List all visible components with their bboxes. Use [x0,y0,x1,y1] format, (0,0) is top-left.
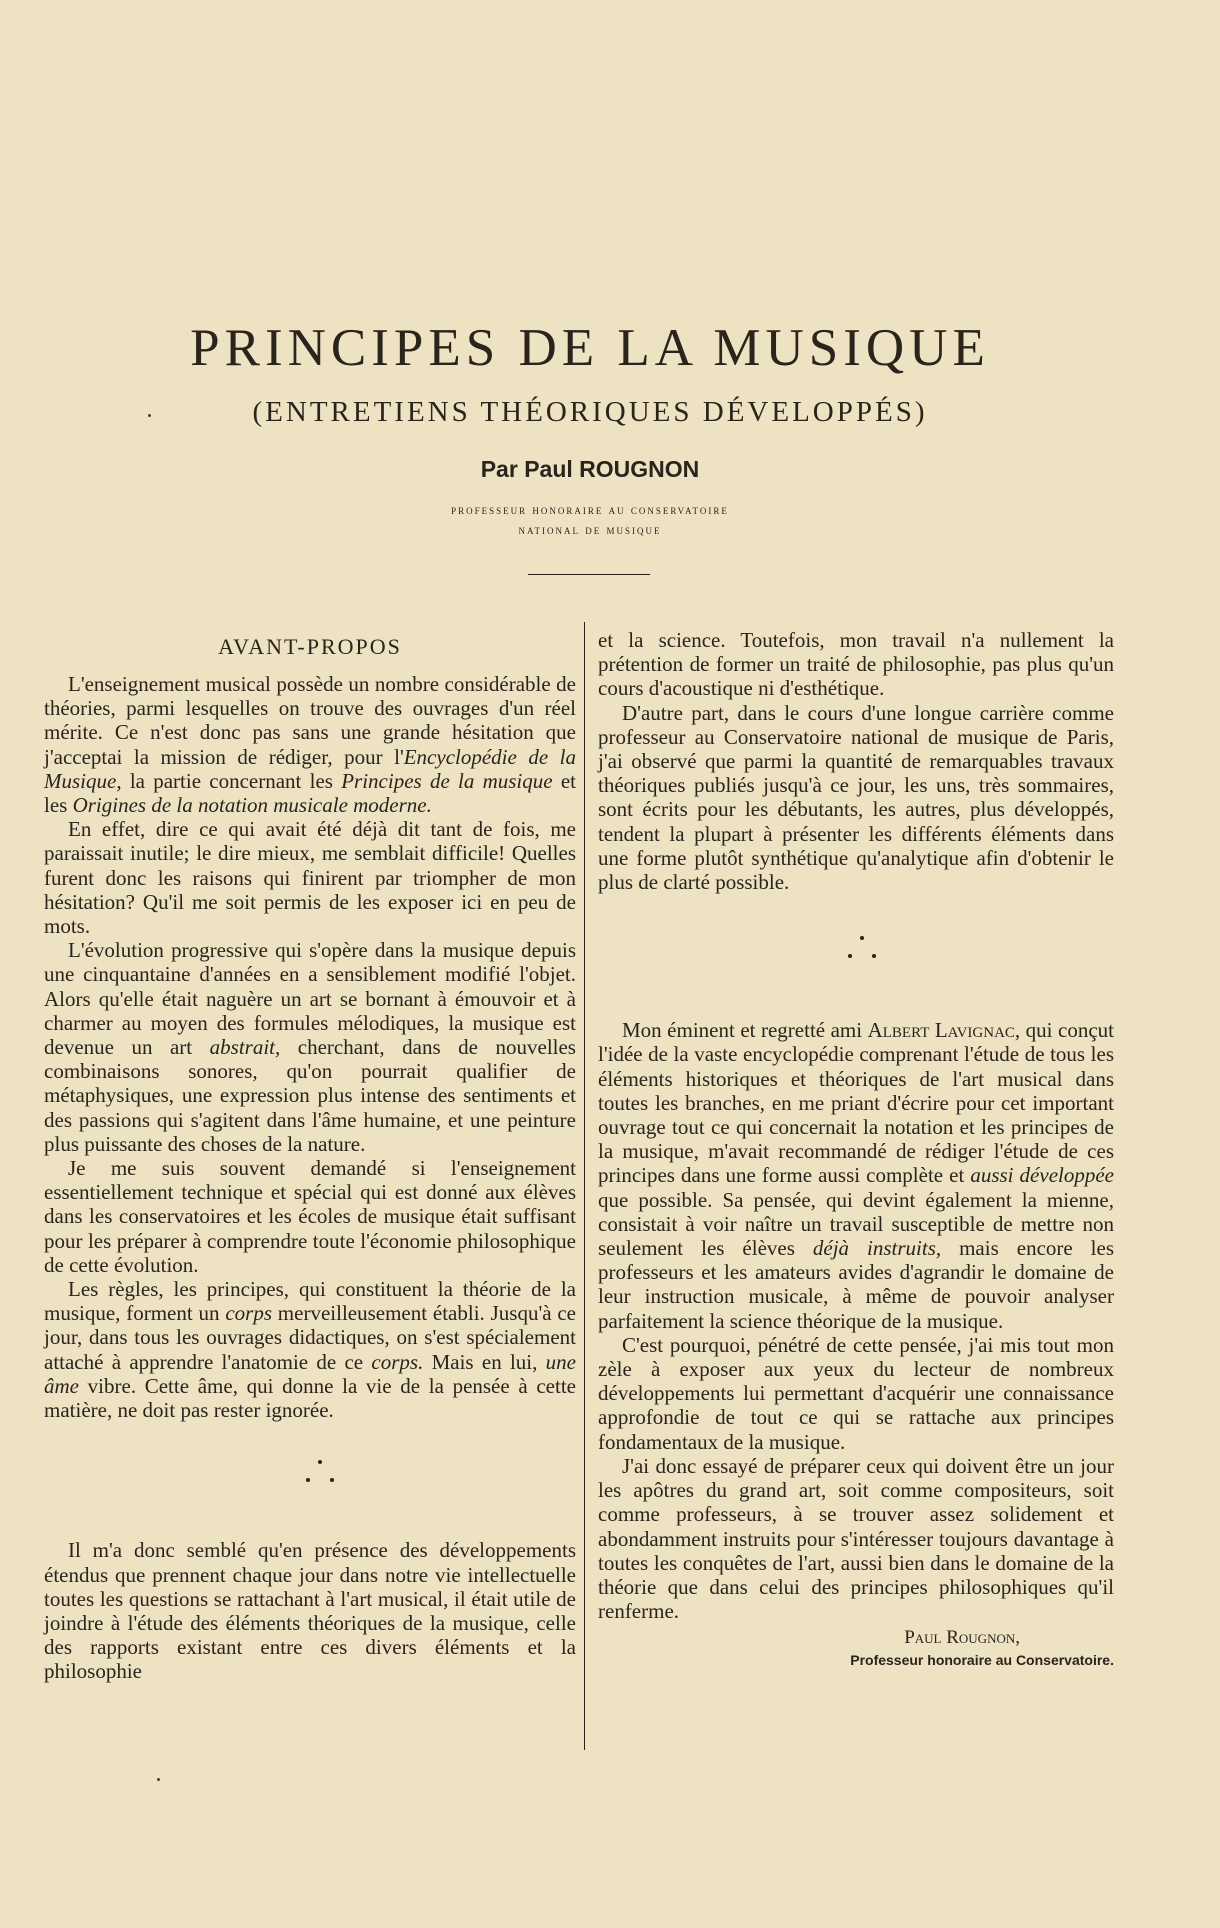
paragraph: Il m'a donc semblé qu'en présence des développements étendus que prennent chaque jour dans notre vie intellectuelle toutes les questions se rattachant à l'art musical, il était utile de joindre à l'étude des éléments théoriques de la musique, celle des rapports existant entre ces divers éléments et la philosophie [44,1538,576,1684]
affiliation-line: national de musique [518,522,662,537]
ornament-dot [318,1460,322,1464]
ink-speck [148,414,151,417]
right-column [598,628,1114,1671]
asterism-ornament [44,1452,576,1498]
ornament-dot [848,954,852,958]
ornament-dot [860,936,864,940]
paragraph: J'ai donc essayé de préparer ceux qui doivent être un jour les apôtres du grand art, soit comme compositeurs, soit comme professeurs, à se trouver assez solidement et abondamment instruits pour s'intéresser toujours davantage à toutes les conquêtes de l'art, aussi bien dans le domaine de la théorie que dans celui des principes philosophiques qu'il renferme. [598,1453,1114,1624]
paragraph: En effet, dire ce qui avait été déjà dit tant de fois, me paraissait inutile; le dire mieux, me semblait difficile! Quelles furent donc les raisons qui finirent par triompher de mon hésitation? Qu'il me soit permis de les exposer ici en peu de mots. [44,817,576,939]
ornament-dot [872,954,876,958]
paragraph: L'enseignement musical possède un nombre considérable de théories, parmi lesquelles on trouve des ouvrages d'un réel mérite. Ce n'est donc pas sans une grande hésitation que j'acceptai la mission de rédiger, pour l'Encyclopédie de la Musique, la partie concernant les Principes de la musique et les Origines de la notation musicale moderne. [44,672,576,818]
title-divider [528,574,650,575]
signature-block [598,1627,1114,1671]
person-name: Albert Lavignac, [867,1018,1021,1043]
paragraph: et la science. Toutefois, mon travail n'a nullement la prétention de former un traité de philosophie, pas plus qu'un cours d'acoustique ni d'esthétique. [598,628,1114,701]
paragraph: Les règles, les principes, qui constituent la théorie de la musique, forment un corps merveilleusement établi. Jusqu'à ce jour, dans tous les ouvrages didactiques, on s'est spécialement attaché à apprendre l'anatomie de ce corps. Mais en lui, une âme vibre. Cette âme, qui donne la vie de la pensée à cette matière, ne doit pas rester ignorée. [44,1277,577,1423]
signature-role: Professeur honoraire au Conservatoire. [850,1652,1114,1669]
left-column [44,630,576,1684]
asterism-ornament [598,928,1114,974]
author-byline: Par Paul ROUGNON [480,456,700,482]
ink-speck [157,1778,160,1781]
column-divider [584,622,585,1750]
paragraph: D'autre part, dans le cours d'une longue carrière comme professeur au Conservatoire national de musique de Paris, j'ai observé que parmi la quantité de remarquables travaux théoriques publiés jusqu'à ce jour, les uns, très sommaires, sont écrits pour les débutants, les autres, plus développés, tendent la plupart à présenter les différents éléments dans une forme plutôt synthétique qu'analytique afin d'obtenir le plus de clarté possible. [598,700,1114,895]
section-title: AVANT-PROPOS [218,634,402,659]
paragraph: Mon éminent et regretté ami Albert Lavignac, qui conçut l'idée de la vaste encyclopédie comprenant l'étude de tous les éléments historiques et théoriques de l'art musical dans toutes les branches, en me priant d'écrire pour cet important ouvrage tout ce qui concernait la notation et les principes de la musique, m'avait recommandé de rédiger l'étude de ces principes dans une forme aussi complète et aussi développée que possible. Sa pensée, qui devint également la mienne, consistait à voir naître un travail susceptible de mettre non seulement les élèves déjà instruits, mais encore les professeurs et les amateurs avides d'agrandir le domaine de leur instruction musicale, à même de pouvoir analyser parfaitement la science théorique de la musique. [598,1018,1115,1333]
author-affiliation [0,500,1180,540]
ornament-dot [306,1478,310,1482]
page-title: PRINCIPES DE LA MUSIQUE [190,319,990,377]
affiliation-line: professeur honoraire au conservatoire [451,502,729,517]
page-subtitle: (ENTRETIENS THÉORIQUES DÉVELOPPÉS) [252,396,928,428]
paragraph: L'évolution progressive qui s'opère dans la musique depuis une cinquantaine d'années en a sensiblement modifié l'objet. Alors qu'elle était naguère un art se bornant à émouvoir et à charmer au moyen des formules mélodiques, la musique est devenue un art abstrait, cherchant, dans de nouvelles combinaisons sonores, qu'on pourrait qualifier de métaphysiques, une expression plus intense des sentiments et des passions qui s'agitent dans l'âme humaine, et une peinture plus puissante des choses de la nature. [44,938,576,1156]
ornament-dot [330,1478,334,1482]
signature-name: Paul Rougnon, [904,1627,1020,1649]
paragraph: Je me suis souvent demandé si l'enseignement essentiellement technique et spécial qui est donné aux élèves dans les conservatoires et les écoles de musique était suffisant pour les préparer à comprendre toute l'économie philosophique de cette évolution. [44,1156,576,1277]
paragraph: C'est pourquoi, pénétré de cette pensée, j'ai mis tout mon zèle à exposer aux yeux du lecteur de nombreux développements lui permettant d'acquérir une connaissance approfondie de tout ce qui se rattache aux principes fondamentaux de la musique. [598,1332,1114,1454]
